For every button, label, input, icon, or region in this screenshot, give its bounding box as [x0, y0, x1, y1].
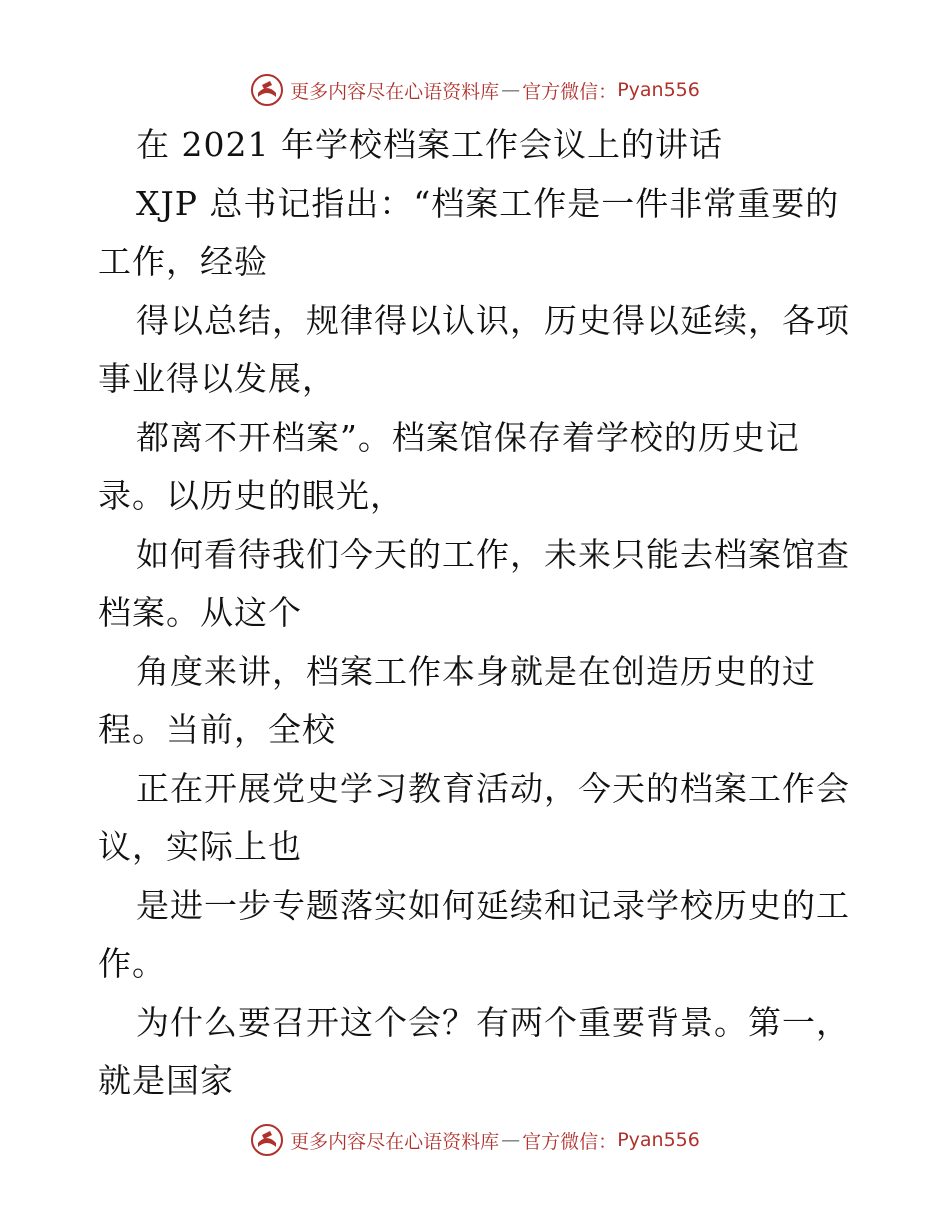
text-line: 角度来讲，档案工作本身就是在创造历史的过: [136, 651, 816, 691]
text-line: 工作，经验: [98, 242, 268, 281]
text-line: XJP 总书记指出：“档案工作是一件非常重要的: [136, 183, 840, 223]
book-logo-icon: [250, 1123, 284, 1157]
footer-banner: [0, 1120, 950, 1160]
banner-brand-text: 更多内容尽在心语资料库: [290, 80, 500, 103]
banner-wechat-label: 官方微信：: [522, 1130, 618, 1153]
text-line: 事业得以发展，: [98, 359, 336, 398]
book-logo-icon: [250, 73, 284, 107]
text-line: 如何看待我们今天的工作，未来只能去档案馆查: [136, 534, 850, 574]
banner-wechat-id: Pyan556: [617, 1129, 700, 1151]
text-line: 作。: [98, 944, 166, 983]
text-line: 都离不开档案”。档案馆保存着学校的历史记: [136, 417, 800, 457]
banner-dash: —: [501, 1129, 521, 1151]
banner-dash: —: [501, 79, 521, 101]
banner-wechat-label: 官方微信：: [522, 80, 618, 103]
text-line: 就是国家: [98, 1061, 234, 1100]
text-line: 录。以历史的眼光，: [98, 476, 404, 515]
text-line: 在 2021 年学校档案工作会议上的讲话: [136, 125, 723, 164]
banner-wechat-id: Pyan556: [617, 79, 700, 101]
text-line: 正在开展党史学习教育活动，今天的档案工作会: [136, 768, 850, 808]
document-body: [98, 116, 858, 1111]
banner-brand-text: 更多内容尽在心语资料库: [290, 1130, 500, 1153]
text-line: 得以总结，规律得以认识，历史得以延续，各项: [136, 300, 850, 340]
text-line: 为什么要召开这个会？有两个重要背景。第一，: [136, 1002, 850, 1042]
text-line: 档案。从这个: [98, 593, 302, 632]
header-banner: [0, 70, 950, 110]
text-line: 程。当前，全校: [98, 710, 336, 749]
text-line: 是进一步专题落实如何延续和记录学校历史的工: [136, 885, 850, 925]
text-line: 议，实际上也: [98, 827, 302, 866]
